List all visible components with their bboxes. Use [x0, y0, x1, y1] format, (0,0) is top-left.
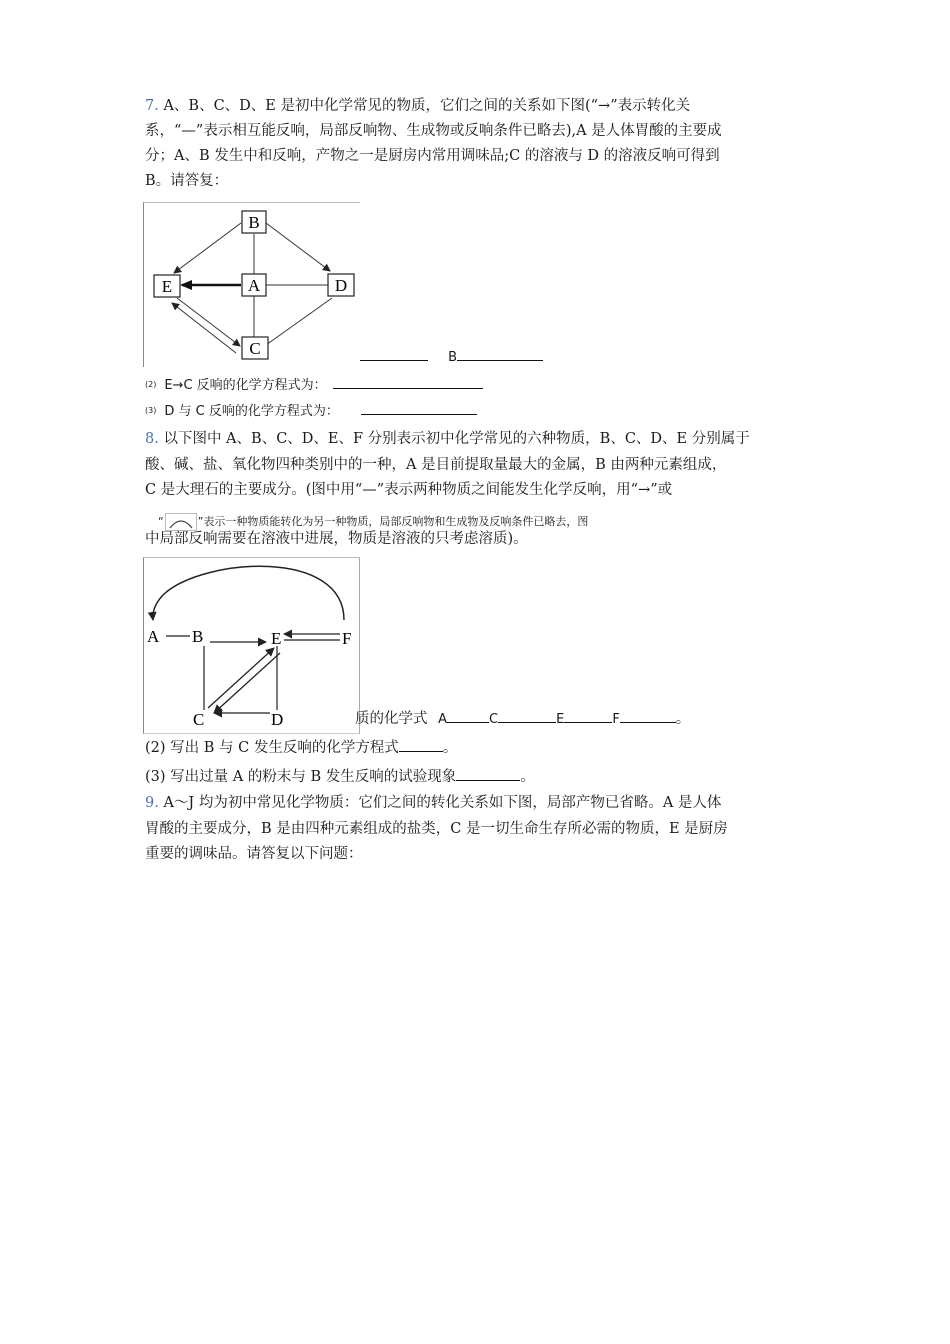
- q8-line-5: 中局部反响需要在溶液中进展，物质是溶液的只考虑溶质)。: [145, 531, 528, 547]
- q7-sub1: B: [360, 348, 543, 367]
- q7-arrow-b-e: [174, 223, 241, 273]
- q8-line-2: 酸、碱、盐、氧化物四种类别中的一种，A 是目前提取量最大的金属，B 由两种元素组成，: [145, 457, 727, 473]
- q8-diagram-svg: [144, 558, 359, 733]
- svg-text:B: B: [248, 213, 260, 232]
- q8-node-e: E: [271, 629, 282, 648]
- q8-diagram: [143, 557, 360, 734]
- q7-arrow-b-d: [266, 223, 330, 271]
- q8-node-b: B: [192, 627, 204, 646]
- q7-node-e: [154, 275, 180, 297]
- q7-node-d: [328, 274, 354, 296]
- svg-text:D: D: [334, 276, 348, 295]
- q7-sub2-answer-blank[interactable]: [333, 376, 483, 389]
- q7-link-c-d: [266, 298, 332, 345]
- curved-arrow-icon: [165, 513, 197, 531]
- q8-sub1: 质的化学式 A C E F 。: [355, 711, 691, 727]
- q7-arrow-c-e: [172, 303, 236, 353]
- q8-node-c: C: [193, 710, 205, 729]
- q7-answer-blank-b[interactable]: [457, 348, 543, 361]
- q7-diagram-svg: [144, 203, 360, 367]
- q8-arrow-e-c: [214, 653, 280, 713]
- q7-diagram: [143, 202, 360, 367]
- q7-sub2: $^{(2)}$ E→C 反响的化学方程式为：: [145, 376, 483, 395]
- q8-sub3-blank[interactable]: [456, 768, 520, 781]
- q7-arrow-e-c: [177, 298, 240, 346]
- q8-blank-f[interactable]: [620, 710, 676, 723]
- q8-node-f: F: [342, 629, 352, 648]
- q8-sub2: (2) 写出 B 与 C 发生反响的化学方程式 。: [145, 740, 458, 756]
- q8-blank-e[interactable]: [564, 710, 612, 723]
- q8-arc-arrow: [153, 566, 344, 620]
- q8-sub2-blank[interactable]: [399, 739, 443, 752]
- q7-answer-blank-a[interactable]: [360, 348, 428, 361]
- q8-sub3: (3) 写出过量 A 的粉末与 B 发生反响的试验现象 。: [145, 769, 535, 785]
- q7-line-4: B。请答复：: [145, 173, 229, 189]
- q7-line-3: 分；A、B 发生中和反响，产物之一是厨房内常用调味品;C 的溶液与 D 的溶液反响可得到: [145, 148, 720, 164]
- q8-arrow-c-e: [208, 648, 274, 708]
- q7-sub3: $^{(3)}$ D 与 C 反响的化学方程式为：: [145, 402, 477, 421]
- q9-number: 9.: [145, 795, 159, 811]
- q7-sub3-answer-blank[interactable]: [361, 402, 477, 415]
- q7-node-a: [242, 274, 266, 296]
- q7-number: 7.: [145, 98, 159, 114]
- q8-node-a: A: [147, 627, 160, 646]
- q8-number: 8.: [145, 431, 159, 447]
- q8-blank-a[interactable]: [447, 710, 489, 723]
- q8-line-4: “ ”表示一种物质能转化为另一种物质，局部反响物和生成物及反响条件已略去，图: [158, 513, 588, 531]
- q8-line-3: C 是大理石的主要成分。(图中用“—”表示两种物质之间能发生化学反响，用“→”或: [145, 482, 673, 498]
- q7-node-c: [242, 337, 268, 359]
- q7-line-1: 7. A、B、C、D、E 是初中化学常见的物质，它们之间的关系如下图(“→”表示转化关: [145, 98, 691, 114]
- q8-node-d: D: [271, 710, 284, 729]
- q9-line-3: 重要的调味品。请答复以下问题：: [145, 846, 363, 862]
- q7-node-b: [242, 211, 266, 233]
- q8-blank-c[interactable]: [498, 710, 556, 723]
- q9-line-1: 9. A～J 均为初中常见化学物质：它们之间的转化关系如下图，局部产物已省略。A 是人体: [145, 795, 722, 811]
- q9-line-2: 胃酸的主要成分，B 是由四种元素组成的盐类，C 是一切生命生存所必需的物质，E 是厨房: [145, 821, 728, 837]
- q7-line-2: 系，“—”表示相互能反响，局部反响物、生成物或反响条件已略去),A 是人体胃酸的主要成: [145, 123, 722, 139]
- svg-text:A: A: [247, 276, 261, 295]
- svg-text:C: C: [249, 339, 261, 358]
- svg-text:E: E: [161, 277, 173, 296]
- q8-line-1: 8. 以下图中 A、B、C、D、E、F 分别表示初中化学常见的六种物质，B、C、D、E 分别属于: [145, 431, 750, 447]
